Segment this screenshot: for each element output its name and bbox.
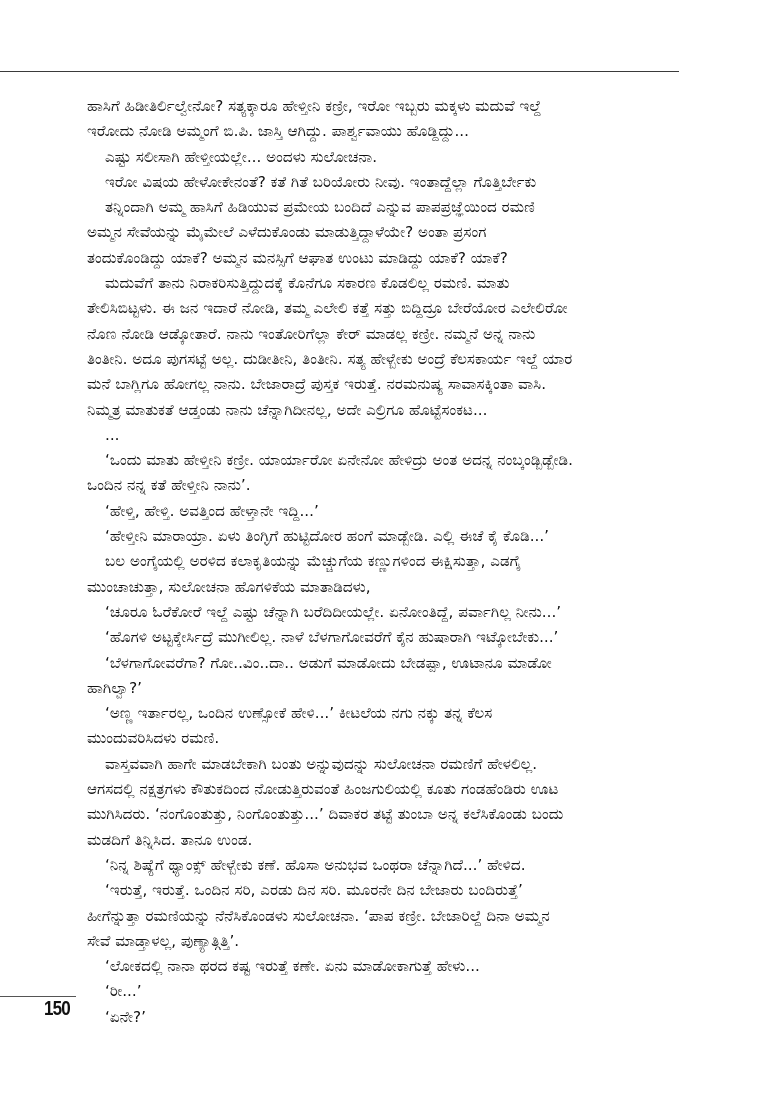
text-line: ‘ಬೆಳಗಾಗೋವರೆಗಾ? ಗೋ..ವಿಂ..ದಾ.. ಅಡುಗೆ ಮಾಡೋದು ಬೇಡಪ್ಪಾ, ಊಟಾನೂ ಮಾಡೋ <box>105 653 552 672</box>
header-rule <box>0 71 679 72</box>
text-line: ನಿಮ್ಮತ್ರ ಮಾತುಕತೆ ಆಡ್ತಂಡು ನಾನು ಚೆನ್ನಾಗಿದೀನಲ್ಲ, ಅದೇ ಎಲ್ರಿಗೂ ಹೊಟ್ಟೆಸಂಕಟ... <box>87 400 488 419</box>
text-line: ಇರೋದು ನೋಡಿ ಅಮ್ಮಂಗೆ ಬಿ.ಪಿ. ಜಾಸ್ತಿ ಆಗಿದ್ದು. ಪಾರ್ಶ್ವವಾಯು ಹೊಡ್ದಿದ್ದು... <box>87 122 469 141</box>
text-line: ‘ಹೊಗಳಿ ಅಟ್ಟಕ್ಕೇರ್ಸಿದ್ರೆ ಮುಗೀಲಿಲ್ಲ. ನಾಳೆ ಬೆಳಗಾಗೋವರೆಗೆ ಕೈನ ಹುಷಾರಾಗಿ ಇಟ್ಕೋಬೇಕು...’ <box>105 628 559 647</box>
text-line: ‘ಲೋಕದಲ್ಲಿ ನಾನಾ ಥರದ ಕಷ್ಟ ಇರುತ್ತೆ ಕಣೇ. ಏನು ಮಾಡೋಕಾಗುತ್ತೆ ಹೇಳು... <box>105 957 480 976</box>
page-number: 150 <box>44 998 70 1020</box>
text-line: ಹಾಸಿಗೆ ಹಿಡೀತಿರ್ಲಿಲ್ವೇನೋ? ಸತ್ಯಕ್ಕಾರೂ ಹೇಳ್ತೀನಿ ಕಣ್ರೀ, ಇರೋ ಇಬ್ಬರು ಮಕ್ಕಳು ಮದುವೆ ಇಲ್ದೆ <box>87 97 542 115</box>
text-line: ಹೀಗೆನ್ನುತ್ತಾ ರಮಣಿಯನ್ನು ನೆನೆಸಿಕೊಂಡಳು ಸುಲೋಚನಾ. ‘ಪಾಪ ಕಣ್ರೀ. ಬೇಜಾರಿಲ್ದೆ ದಿನಾ ಅಮ್ಮನ <box>87 906 550 925</box>
text-line: ಮುಗಿಸಿದರು. ‘ನಂಗೊಂತುತ್ತು, ನಿಂಗೊಂತುತ್ತು...’ ದಿವಾಕರ ತಟ್ಟೆ ತುಂಬಾ ಅನ್ನ ಕಲೆಸಿಕೊಂಡು ಬಂದು <box>87 805 564 824</box>
text-line: ಆಗಸದಲ್ಲಿ ನಕ್ಷತ್ರಗಳು ಕೌತುಕದಿಂದ ನೋಡುತ್ತಿರುವಂತೆ ಹಿಂಜಗುಲಿಯಲ್ಲಿ ಕೂತು ಗಂಡಹೆಂಡಿರು ಊಟ <box>87 780 559 799</box>
text-line: ಅಮ್ಮನ ಸೇವೆಯನ್ನು ಮೈಮೇಲೆ ಎಳೆದುಕೊಂಡು ಮಾಡುತ್ತಿದ್ದಾಳೆಯೇ? ಅಂತಾ ಪ್ರಸಂಗ <box>87 223 487 242</box>
text-line: ಮುಂಚಾಚುತ್ತಾ, ಸುಲೋಚನಾ ಹೊಗಳಿಕೆಯ ಮಾತಾಡಿದಳು, <box>87 577 371 596</box>
text-line: ಮನೆ ಬಾಗ್ಲಿಗೂ ಹೋಗಲ್ಲ ನಾನು. ಬೇಜಾರಾದ್ರೆ ಪುಸ್ತಕ ಇರುತ್ತೆ. ನರಮನುಷ್ಯ ಸಾವಾಸಕ್ಕಿಂತಾ ವಾಸಿ. <box>87 375 547 394</box>
text-line: ನೊಣ ನೋಡಿ ಆಡ್ಕೋತಾರೆ. ನಾನು ಇಂತೋರಿಗೆಲ್ಲಾ ಕೇರ್ ಮಾಡಲ್ಲ ಕಣ್ರೀ. ನಮ್ಮನೆ ಅನ್ನ ನಾನು <box>87 324 536 343</box>
text-line: ವಾಸ್ತವವಾಗಿ ಹಾಗೇ ಮಾಡಬೇಕಾಗಿ ಬಂತು ಅನ್ನುವುದನ್ನು ಸುಲೋಚನಾ ರಮಣಿಗೆ ಹೇಳಲಿಲ್ಲ. <box>105 754 538 773</box>
text-line: ಎಷ್ಟು ಸಲೀಸಾಗಿ ಹೇಳ್ತೀಯಲ್ಲೇ... ಅಂದಳು ಸುಲೋಚನಾ. <box>105 147 378 166</box>
text-line: ‘ಹೇಳ್ತಿ, ಹೇಳ್ತಿ. ಅವತ್ತಿಂದ ಹೇಳ್ತಾನೇ ಇದ್ದಿ...’ <box>105 501 319 520</box>
text-line: ಒಂದಿನ ನನ್ನ ಕತೆ ಹೇಳ್ತೀನಿ ನಾನು’. <box>87 476 251 495</box>
text-line: ತನ್ನಿಂದಾಗಿ ಅಮ್ಮ ಹಾಸಿಗೆ ಹಿಡಿಯುವ ಪ್ರಮೇಯ ಬಂದಿದೆ ಎನ್ನುವ ಪಾಪಪ್ರಜ್ಞೆಯಿಂದ ರಮಣಿ <box>105 198 535 217</box>
text-line: ಬಲ ಅಂಗೈಯಲ್ಲಿ ಅರಳಿದ ಕಲಾಕೃತಿಯನ್ನು ಮೆಚ್ಚುಗೆಯ ಕಣ್ಣುಗಳಿಂದ ಈಕ್ಷಿಸುತ್ತಾ, ಎಡಗೈ <box>105 552 522 571</box>
text-line: ‘ಒಂದು ಮಾತು ಹೇಳ್ತೀನಿ ಕಣ್ರೀ. ಯಾರ್ಯಾರೋ ಏನೇನೋ ಹೇಳಿದ್ರು ಅಂತ ಅದನ್ನ ನಂಬ್ಕಂಡ್ಬಿಡ್ಬೇಡಿ. <box>105 451 573 470</box>
text-line: ‘ಹೇಳ್ತೀನಿ ಮಾರಾಯ್ರಾ. ಏಳು ತಿಂಗ್ಳಿಗೆ ಹುಟ್ಟಿದೋರ ಹಂಗೆ ಮಾಡ್ಬೇಡಿ. ಎಲ್ಲಿ ಈಚೆ ಕೈ ಕೊಡಿ...’ <box>105 527 550 546</box>
text-line: ‘ನಿನ್ನ ಶಿಷ್ಯೆಗೆ ಥ್ಯಾಂಕ್ಸ್ ಹೇಳ್ಬೇಕು ಕಣೆ. ಹೊಸಾ ಅನುಭವ ಒಂಥರಾ ಚೆನ್ನಾಗಿದೆ...’ ಹೇಳಿದ. <box>105 855 526 874</box>
text-line: ಇರೋ ವಿಷಯ ಹೇಳೋಕೇನಂತೆ? ಕತೆ ಗಿತೆ ಬರಿಯೋರು ನೀವು. ಇಂತಾದ್ದೆಲ್ಲಾ ಗೊತ್ತಿರ್ಬೇಕು <box>105 172 537 191</box>
text-line: ಹಾಗಿಲ್ವಾ?’ <box>87 678 143 697</box>
text-line: ತಿಂತೀನಿ. ಅದೂ ಪುಗಸಟ್ಟೆ ಅಲ್ಲ. ದುಡೀತೀನಿ, ತಿಂತೀನಿ. ಸತ್ಯ ಹೇಳ್ಬೇಕು ಅಂದ್ರೆ ಕೆಲಸಕಾರ್ಯ ಇಲ್ದೆ ಯಾರ <box>87 349 573 368</box>
text-line: ‘ಚೂರೂ ಓರೆಕೋರೆ ಇಲ್ದೆ ಎಷ್ಟು ಚೆನ್ನಾಗಿ ಬರೆದಿದೀಯಲ್ಲೇ. ಏನೋಂತಿದ್ದೆ, ಪರ್ವಾಗಿಲ್ಲ ನೀನು...’ <box>105 602 562 621</box>
text-line: ಮುಂದುವರಿಸಿದಳು ರಮಣಿ. <box>87 729 220 748</box>
text-line: ‘ರೀ...’ <box>105 982 142 1001</box>
text-line: ... <box>105 425 120 444</box>
text-line: ಸೇವೆ ಮಾಡ್ತಾಳಲ್ಲ, ಪುಣ್ಯಾತ್ಗಿತ್ತಿ’. <box>87 931 240 950</box>
text-line: ‘ಇರುತ್ತೆ, ಇರುತ್ತೆ. ಒಂದಿನ ಸರಿ, ಎರಡು ದಿನ ಸರಿ. ಮೂರನೇ ದಿನ ಬೇಜಾರು ಬಂದಿರುತ್ತೆ’ <box>105 881 523 900</box>
footer-rule <box>0 996 76 997</box>
text-line: ‘ಅಣ್ಣ ಇರ್ತಾರಲ್ಲ, ಒಂದಿನ ಉಣ್ಸೋಕೆ ಹೇಳಿ...’ ಕೀಟಲೆಯ ನಗು ನಕ್ಕು ತನ್ನ ಕೆಲಸ <box>105 704 493 723</box>
text-line: ತಂದುಕೊಂಡಿದ್ದು ಯಾಕೆ? ಅಮ್ಮನ ಮನಸ್ಸಿಗೆ ಆಘಾತ ಉಂಟು ಮಾಡಿದ್ದು ಯಾಕೆ? ಯಾಕೆ? <box>87 248 508 267</box>
text-line: ಮದುವೆಗೆ ತಾನು ನಿರಾಕರಿಸುತ್ತಿದ್ದುದಕ್ಕೆ ಕೊನೆಗೂ ಸಕಾರಣ ಕೊಡಲಿಲ್ಲ ರಮಣಿ. ಮಾತು <box>105 274 510 293</box>
text-line: ‘ಏನೇ?’ <box>105 1007 146 1026</box>
text-line: ತೇಲಿಸಿಬಿಟ್ಟಳು. ಈ ಜನ ಇದಾರೆ ನೋಡಿ, ತಮ್ಮ ಎಲೇಲಿ ಕತ್ತೆ ಸತ್ತು ಬಿದ್ದಿದ್ರೂ ಬೇರೆಯೋರ ಎಲೇಲಿರೋ <box>87 299 568 318</box>
body-text <box>87 94 687 1030</box>
text-line: ಮಡದಿಗೆ ತಿನ್ನಿಸಿದ. ತಾನೂ ಉಂಡ. <box>87 830 253 849</box>
